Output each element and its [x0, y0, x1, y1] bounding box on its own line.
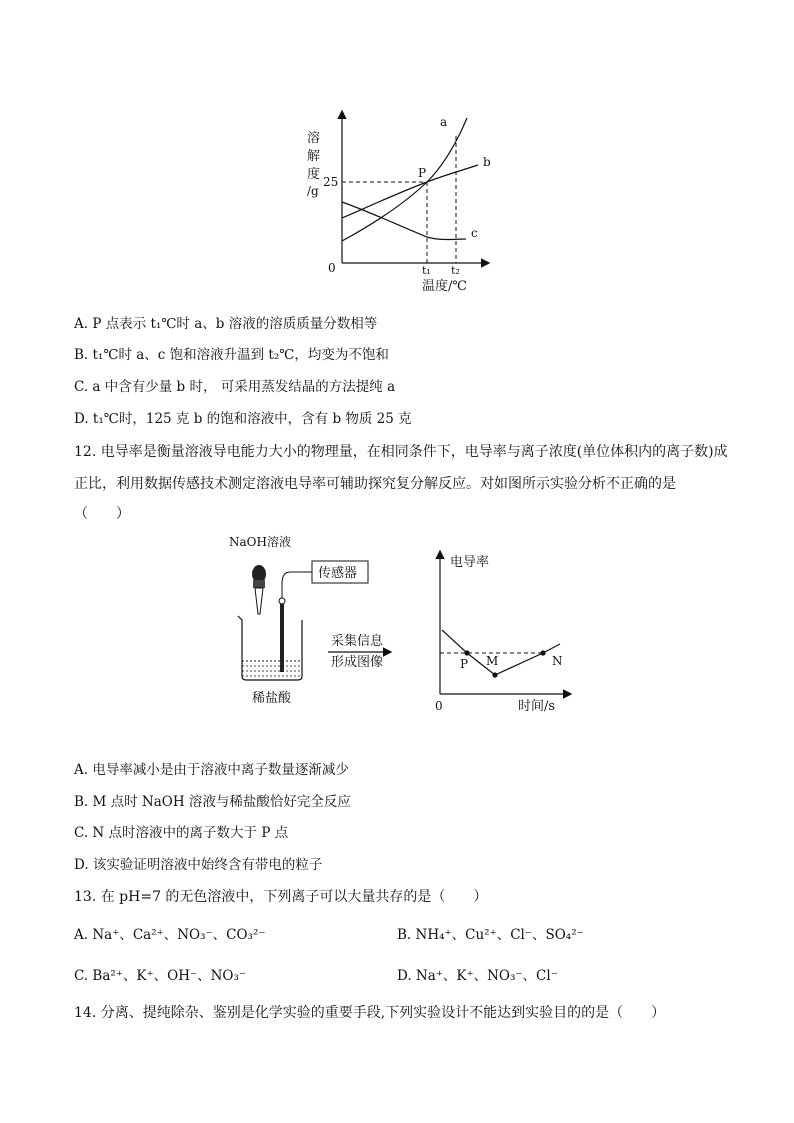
curve-c-label: c [471, 226, 478, 240]
y-label-1: 溶 [307, 131, 321, 146]
point-n-text: N [552, 654, 563, 668]
point-p-text: P [460, 657, 469, 671]
y-label-4: /g [307, 184, 319, 198]
curve-b-label: b [483, 155, 491, 169]
origin-label: 0 [328, 261, 336, 275]
x-tick-t1: t₁ [422, 264, 431, 277]
beaker-icon [238, 616, 302, 680]
conductivity-experiment-figure [220, 528, 580, 718]
x-tick-t2: t₂ [451, 264, 460, 277]
q12-option-a: A. 电导率减小是由于溶液中离子数量逐渐减少 [74, 762, 349, 778]
y-label-3: 度 [307, 167, 321, 182]
q12-option-c: C. N 点时溶液中的离子数大于 P 点 [74, 825, 289, 841]
arrow-top-label: 采集信息 [331, 634, 384, 649]
q13-stem: 13. 在 pH=7 的无色溶液中，下列离子可以大量共存的是（ ） [74, 889, 488, 905]
y-label-2: 解 [307, 149, 321, 164]
beaker-label: 稀盐酸 [252, 691, 292, 706]
q11-option-b: B. t₁℃时 a、c 饱和溶液升温到 t₂℃，均变为不饱和 [74, 347, 389, 363]
q13-option-c: C. Ba²⁺、K⁺、OH⁻、NO₃⁻ [74, 968, 247, 984]
arrow-bottom-label: 形成图像 [331, 655, 384, 670]
q12-stem-line3: （ ） [74, 506, 130, 522]
curve-a-label: a [440, 115, 448, 129]
q11-option-c: C. a 中含有少量 b 时， 可采用蒸发结晶的方法提纯 a [74, 379, 396, 395]
dropper-icon [252, 565, 266, 614]
graph-x-label: 时间/s [518, 699, 556, 714]
x-label: 温度/℃ [422, 279, 467, 294]
point-m-text: M [486, 654, 499, 668]
sensor-wire [282, 572, 312, 598]
q11-option-a: A. P 点表示 t₁℃时 a、b 溶液的溶质质量分数相等 [74, 316, 378, 332]
q13-option-d: D. Na⁺、K⁺、NO₃⁻、Cl⁻ [397, 968, 558, 984]
sensor-label: 传感器 [318, 566, 358, 581]
q12-stem-line1: 12. 电导率是衡量溶液导电能力大小的物理量，在相同条件下，电导率与离子浓度(单位体积内的离子数)成 [74, 444, 728, 460]
point-n [540, 650, 545, 655]
naoh-label: NaOH溶液 [229, 535, 291, 549]
y-tick-25: 25 [323, 175, 339, 189]
q13-option-a: A. Na⁺、Ca²⁺、NO₃⁻、CO₃²⁻ [74, 927, 266, 943]
q12-option-d: D. 该实验证明溶液中始终含有带电的粒子 [74, 857, 323, 873]
q14-stem: 14. 分离、提纯除杂、鉴别是化学实验的重要手段,下列实验设计不能达到实验目的的是（ ） [74, 1005, 666, 1021]
curve-a [342, 118, 467, 241]
graph-origin: 0 [435, 699, 443, 713]
curve-c [342, 202, 466, 240]
point-m [492, 672, 497, 677]
q12-option-b: B. M 点时 NaOH 溶液与稀盐酸恰好完全反应 [74, 794, 351, 810]
q12-stem-line2: 正比，利用数据传感技术测定溶液电导率可辅助探究复分解反应。对如图所示实验分析不正确的是 [74, 476, 676, 492]
point-p [464, 650, 469, 655]
sensor-probe [280, 604, 284, 672]
point-p-label: P [418, 166, 427, 180]
q11-option-d: D. t₁℃时，125 克 b 的饱和溶液中，含有 b 物质 25 克 [74, 411, 412, 427]
solubility-chart [300, 108, 500, 298]
q13-option-b: B. NH₄⁺、Cu²⁺、Cl⁻、SO₄²⁻ [397, 927, 584, 943]
graph-y-label: 电导率 [450, 555, 490, 570]
